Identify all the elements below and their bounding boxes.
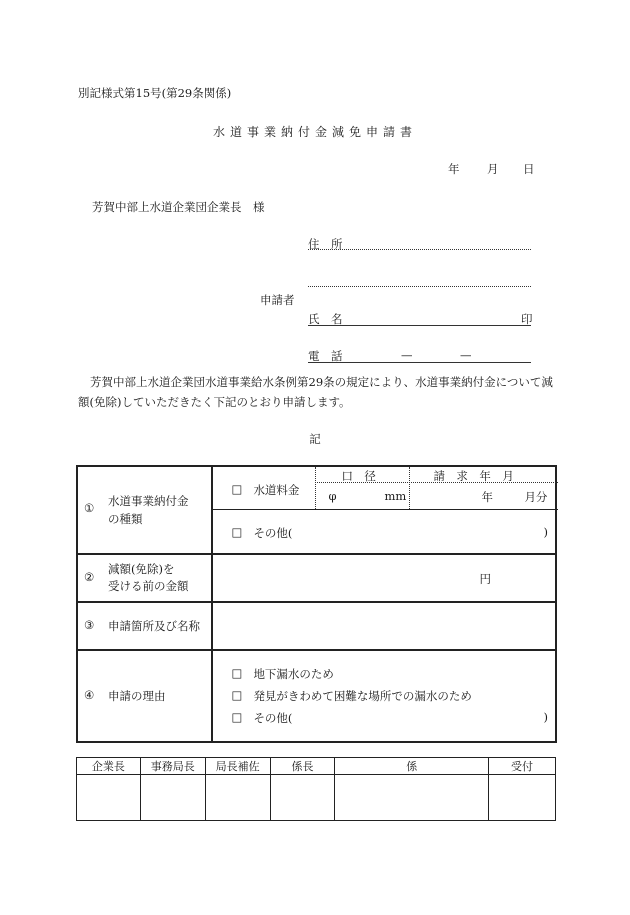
- row2-label-cell: [77, 554, 212, 602]
- row1-content-cell: [212, 466, 556, 554]
- phone-dash-1: —: [401, 348, 413, 362]
- mm-unit: mm: [384, 489, 407, 503]
- row4-label-cell: [77, 650, 212, 742]
- approval-header-director: 企業長: [77, 758, 141, 775]
- row3-label-cell: [77, 602, 212, 650]
- water-fee-checkbox[interactable]: □: [231, 482, 243, 496]
- date-month: 月: [487, 162, 499, 176]
- row4-label: 申請の理由: [108, 689, 166, 703]
- row2-label-line2: 受ける前の金額: [108, 579, 189, 593]
- amount-cell[interactable]: [212, 554, 556, 602]
- row1-label-cell: [77, 466, 212, 554]
- row1-number: ①: [84, 501, 95, 515]
- approval-table: [76, 757, 556, 821]
- reason-checkbox-1[interactable]: □: [231, 666, 243, 680]
- reason-underground-leak: 地下漏水のため: [253, 667, 334, 681]
- billing-month: 月分: [524, 490, 548, 504]
- yen-unit: 円: [479, 572, 491, 586]
- approval-stamp-cell[interactable]: [270, 775, 335, 821]
- row3-number: ③: [84, 618, 95, 632]
- reason-checkbox-3[interactable]: □: [231, 710, 243, 724]
- applicant-label: 申請者: [260, 293, 295, 307]
- reason-cell: [212, 650, 556, 742]
- name-line[interactable]: [308, 325, 531, 326]
- approval-header-deputy: 局長補佐: [205, 758, 270, 775]
- date-day: 日: [523, 162, 535, 176]
- other-fee-close: ): [543, 525, 548, 539]
- phone-dash-2: —: [460, 348, 472, 362]
- diameter-header: 口 径: [341, 469, 376, 483]
- form-number: 別記様式第15号(第29条関係): [78, 86, 232, 100]
- addressee: 芳賀中部上水道企業団企業長 様: [92, 200, 265, 214]
- location-cell[interactable]: [212, 602, 556, 650]
- reason-other-close: ): [543, 710, 548, 724]
- row2-number: ②: [84, 570, 95, 584]
- approval-stamp-cell[interactable]: [205, 775, 270, 821]
- seal-mark: 印: [521, 312, 533, 326]
- approval-stamp-cell[interactable]: [489, 775, 556, 821]
- phone-line[interactable]: [308, 362, 531, 363]
- row1-label-line2: の種類: [108, 512, 143, 526]
- reason-hard-to-find-leak: 発見がきわめて困難な場所での漏水のため: [253, 689, 472, 703]
- reason-other: その他(: [253, 711, 293, 725]
- request-period-header: 請 求 年 月: [433, 469, 514, 483]
- row3-label: 申請箇所及び名称: [108, 619, 200, 633]
- approval-stamp-cell[interactable]: [77, 775, 141, 821]
- document-title: 水道事業納付金減免申請書: [212, 125, 417, 139]
- row2-label-line1: 減額(免除)を: [108, 562, 175, 576]
- address-label: 住 所: [308, 237, 343, 251]
- phone-label: 電 話: [308, 349, 343, 363]
- address-line-1[interactable]: [308, 249, 531, 250]
- application-statement: 芳賀中部上水道企業団水道事業給水条例第29条の規定により、水道事業納付金について減額(免除)していただきたく下記のとおり申請します。: [78, 375, 553, 409]
- phi-symbol: φ: [328, 489, 337, 503]
- row4-number: ④: [84, 688, 95, 702]
- application-table: [76, 465, 557, 743]
- water-fee-option: 水道料金: [253, 483, 300, 497]
- date-year: 年: [448, 162, 460, 176]
- address-line-2[interactable]: [308, 286, 531, 287]
- approval-header-staff: 係: [335, 758, 489, 775]
- ki-heading: 記: [309, 432, 321, 446]
- name-label: 氏 名: [308, 312, 343, 326]
- other-fee-option: その他(: [253, 526, 293, 540]
- billing-year: 年: [481, 490, 493, 504]
- row1-label-line1: 水道事業納付金: [108, 494, 189, 508]
- approval-stamp-cell[interactable]: [335, 775, 489, 821]
- other-fee-checkbox[interactable]: □: [231, 525, 243, 539]
- reason-checkbox-2[interactable]: □: [231, 688, 243, 702]
- approval-header-chief: 係長: [270, 758, 335, 775]
- approval-header-reception: 受付: [489, 758, 556, 775]
- approval-header-secretary-general: 事務局長: [140, 758, 205, 775]
- approval-stamp-cell[interactable]: [140, 775, 205, 821]
